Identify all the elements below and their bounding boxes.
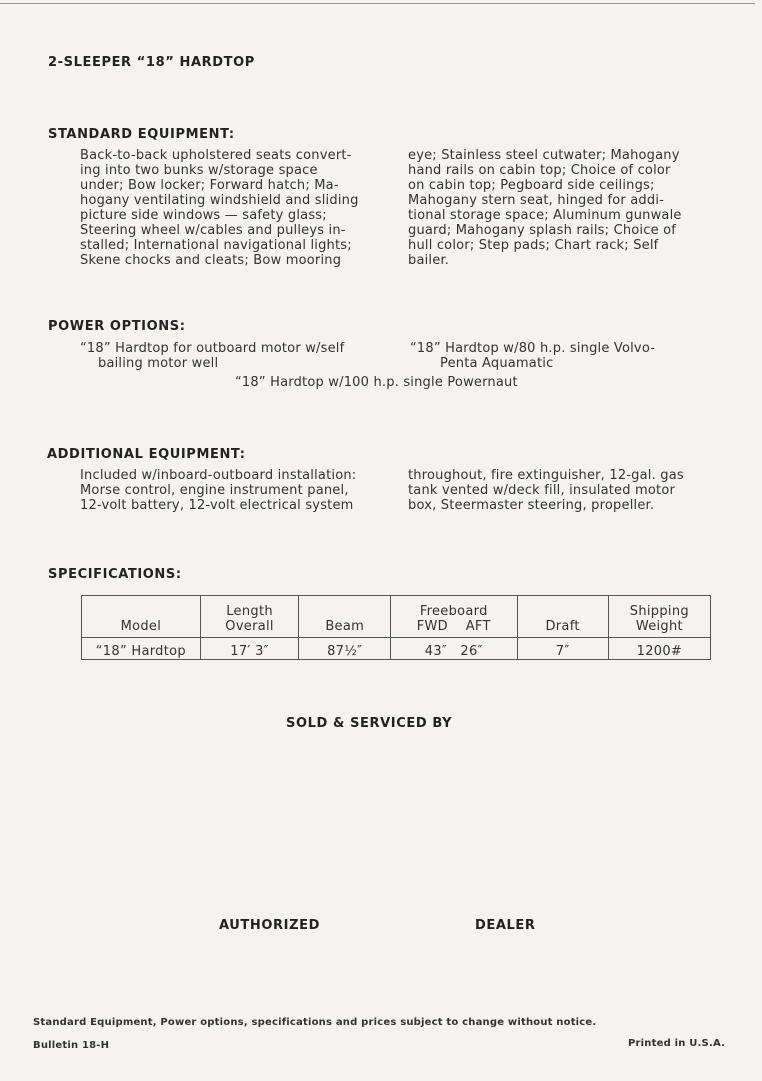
power-options-heading: POWER OPTIONS: (48, 319, 186, 334)
additional-equipment-left-column (80, 468, 384, 513)
text-line: stalled; International navigational lights; (80, 238, 352, 253)
text-line: Steering wheel w/cables and pulleys in- (80, 223, 346, 238)
cell-beam: 87½″ (299, 638, 391, 660)
header-shipping-weight: Shipping Weight (608, 596, 710, 638)
text-line: on cabin top; Pegboard side ceilings; (408, 178, 655, 193)
page-title: 2-SLEEPER “18” HARDTOP (48, 55, 255, 70)
authorized-label: AUTHORIZED (219, 918, 320, 933)
text-line: Morse control, engine instrument panel, (80, 483, 349, 498)
dealer-label: DEALER (475, 918, 536, 933)
cell-freeboard: 43″ 26″ (390, 638, 517, 660)
text-line: throughout, fire extinguisher, 12-gal. gas (408, 468, 684, 483)
standard-equipment-right-column (408, 148, 713, 268)
header-length-overall: Length Overall (200, 596, 299, 638)
text-line: Skene chocks and cleats; Bow mooring (80, 253, 342, 268)
text-line: bailer. (408, 253, 450, 268)
printed-in: Printed in U.S.A. (628, 1038, 726, 1049)
header-draft: Draft (517, 596, 608, 638)
cell-length: 17′ 3″ (200, 638, 299, 660)
power-option-outboard: “18” Hardtop for outboard motor w/self (80, 341, 345, 356)
specifications-heading: SPECIFICATIONS: (48, 567, 182, 582)
text-line: Back-to-back upholstered seats convert- (80, 148, 352, 163)
text-line: picture side windows — safety glass; (80, 208, 327, 223)
specifications-table (81, 595, 711, 660)
text-line: 12-volt battery, 12-volt electrical system (80, 498, 354, 513)
text-line: Mahogany stern seat, hinged for addi- (408, 193, 665, 208)
change-notice: Standard Equipment, Power options, specifications and prices subject to change without notice. (33, 1017, 597, 1028)
cell-draft: 7″ (517, 638, 608, 660)
power-option-volvo-cont: Penta Aquamatic (440, 356, 554, 371)
text-line: tional storage space; Aluminum gunwale (408, 208, 682, 223)
cell-model: “18” Hardtop (82, 638, 201, 660)
header-beam: Beam (299, 596, 391, 638)
text-line: eye; Stainless steel cutwater; Mahogany (408, 148, 680, 163)
power-option-outboard-cont: bailing motor well (98, 356, 219, 371)
standard-equipment-heading: STANDARD EQUIPMENT: (48, 127, 235, 142)
standard-equipment-left-column (80, 148, 384, 268)
text-line: ing into two bunks w/storage space (80, 163, 318, 178)
header-model: Model (82, 596, 201, 638)
additional-equipment-right-column (408, 468, 713, 513)
text-line: hull color; Step pads; Chart rack; Self (408, 238, 659, 253)
page-top-edge (0, 3, 755, 4)
text-line: box, Steermaster steering, propeller. (408, 498, 655, 513)
text-line: hogany ventilating windshield and sliding (80, 193, 359, 208)
text-line: tank vented w/deck fill, insulated motor (408, 483, 676, 498)
bulletin-number: Bulletin 18-H (33, 1040, 110, 1051)
header-freeboard: Freeboard FWD AFT (390, 596, 517, 638)
power-option-volvo: “18” Hardtop w/80 h.p. single Volvo- (410, 341, 656, 356)
sold-serviced-heading: SOLD & SERVICED BY (286, 716, 453, 731)
text-line: Included w/inboard-outboard installation: (80, 468, 357, 483)
table-header-row (82, 596, 711, 638)
text-line: under; Bow locker; Forward hatch; Ma- (80, 178, 339, 193)
additional-equipment-heading: ADDITIONAL EQUIPMENT: (47, 447, 246, 462)
text-line: guard; Mahogany splash rails; Choice of (408, 223, 677, 238)
power-option-powernaut: “18” Hardtop w/100 h.p. single Powernaut (235, 375, 518, 390)
cell-weight: 1200# (608, 638, 710, 660)
table-row (82, 638, 711, 660)
text-line: hand rails on cabin top; Choice of color (408, 163, 671, 178)
